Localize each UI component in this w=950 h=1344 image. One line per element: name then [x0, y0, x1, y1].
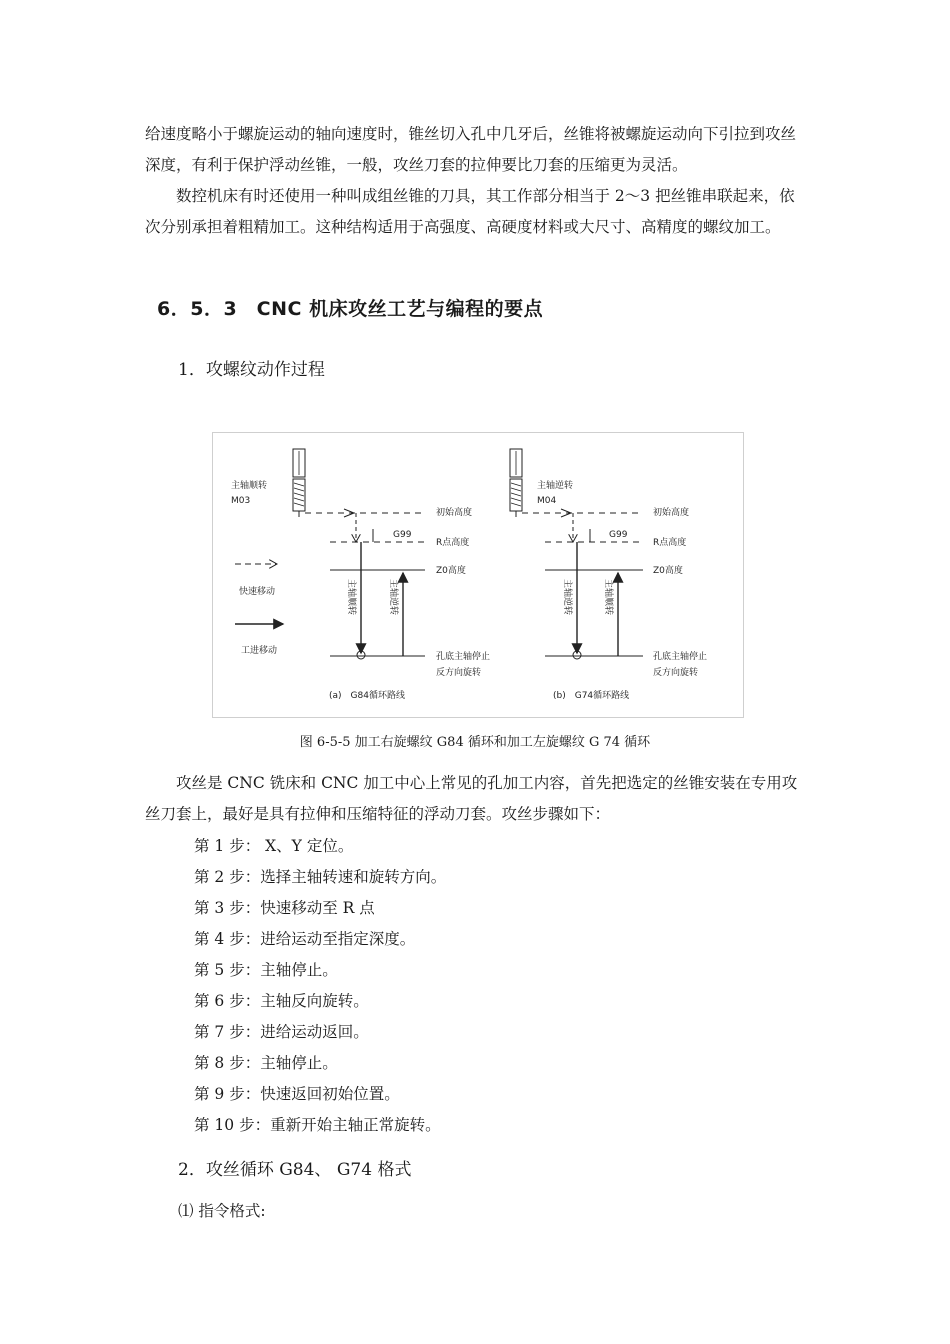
spindle-cw-label: 主轴顺转	[231, 481, 268, 491]
m04-label: M04	[537, 496, 557, 506]
item-instruction-format: ⑴ 指令格式:	[178, 1202, 266, 1220]
g74-caption: (b) G74循环路线	[553, 691, 630, 701]
step-1: 第 1 步： X、Y 定位。	[194, 837, 354, 855]
step-2: 第 2 步：选择主轴转速和旋转方向。	[194, 868, 447, 886]
legend-feed-label: 工进移动	[241, 646, 278, 656]
bottom-label-2: 反方向旋转	[436, 668, 482, 678]
z0-label: Z0高度	[653, 566, 683, 576]
up-rotation-label: 主轴顺转	[603, 579, 613, 616]
g99-label: G99	[609, 530, 628, 540]
step-8: 第 8 步：主轴停止。	[194, 1054, 338, 1072]
z0-label: Z0高度	[436, 566, 466, 576]
step-3: 第 3 步：快速移动至 R 点	[194, 899, 375, 917]
g99-label: G99	[393, 530, 412, 540]
initial-height-label: 初始高度	[436, 508, 473, 518]
bottom-label-2: 反方向旋转	[653, 668, 699, 678]
g74-diagram	[510, 449, 707, 701]
up-rotation-label: 主轴逆转	[388, 579, 398, 616]
r-height-label: R点高度	[436, 538, 470, 548]
spindle-ccw-label: 主轴逆转	[537, 481, 574, 491]
g84-diagram	[231, 449, 490, 701]
tapping-cycle-diagram	[213, 433, 743, 717]
legend-rapid-label: 快速移动	[239, 587, 276, 597]
bottom-label-1: 孔底主轴停止	[436, 652, 491, 662]
m03-label: M03	[231, 496, 251, 506]
step-6: 第 6 步：主轴反向旋转。	[194, 992, 369, 1010]
step-10: 第 10 步：重新开始主轴正常旋转。	[194, 1116, 441, 1134]
tap-tool-icon	[510, 449, 522, 517]
step-9: 第 9 步：快速返回初始位置。	[194, 1085, 400, 1103]
paragraph-tapping-intro: 攻丝是 CNC 铣床和 CNC 加工中心上常见的孔加工内容，首先把选定的丝锥安装在专用攻丝刀套上，最好是具有拉伸和压缩特征的浮动刀套。攻丝步骤如下：	[145, 774, 798, 823]
step-5: 第 5 步：主轴停止。	[194, 961, 338, 979]
paragraph-group-tap: 数控机床有时还使用一种叫成组丝锥的刀具，其工作部分相当于 2～3 把丝锥串联起来，依次分别承担着粗精加工。这种结构适用于高强度、高硬度材料或大尺寸、高精度的螺纹加工。	[145, 187, 795, 236]
r-height-label: R点高度	[653, 538, 687, 548]
down-rotation-label: 主轴顺转	[346, 579, 356, 616]
figure-caption: 图 6-5-5 加工右旋螺纹 G84 循环和加工左旋螺纹 G 74 循环	[299, 735, 651, 750]
g84-caption: (a) G84循环路线	[329, 691, 405, 701]
step-4: 第 4 步：进给运动至指定深度。	[194, 930, 416, 948]
section-heading: 6．5．3 CNC 机床攻丝工艺与编程的要点	[157, 298, 544, 320]
step-7: 第 7 步：进给运动返回。	[194, 1023, 369, 1041]
tap-tool-icon	[293, 449, 305, 517]
paragraph-tapping-float: 给速度略小于螺旋运动的轴向速度时，锥丝切入孔中几牙后，丝锥将被螺旋运动向下引拉到攻丝深度，有利于保护浮动丝锥，一般，攻丝刀套的拉伸要比刀套的压缩更为灵活。	[145, 125, 797, 174]
bottom-label-1: 孔底主轴停止	[653, 652, 708, 662]
initial-height-label: 初始高度	[653, 508, 690, 518]
subheading-tapping-process: 1．攻螺纹动作过程	[178, 360, 325, 380]
tapping-cycle-figure	[212, 432, 744, 718]
down-rotation-label: 主轴逆转	[562, 579, 572, 616]
legend	[235, 564, 283, 656]
subheading-tap-cycle-format: 2．攻丝循环 G84、 G74 格式	[178, 1160, 412, 1180]
